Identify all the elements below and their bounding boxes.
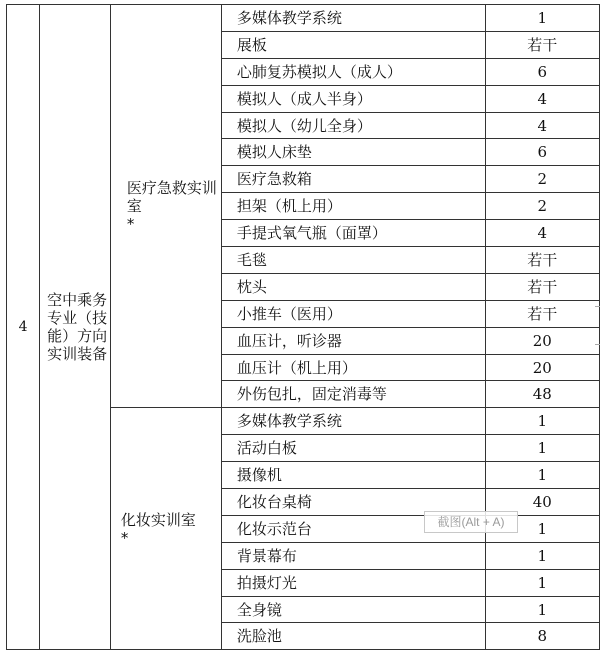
item-name-cell: 手提式氧气瓶（面罩） bbox=[221, 220, 485, 247]
edge-tick bbox=[595, 344, 600, 345]
room-mark: * bbox=[120, 528, 129, 547]
item-qty-cell: 1 bbox=[485, 462, 599, 489]
major-cell: 空中乘务专业（技能）方向实训装备 bbox=[40, 5, 111, 650]
item-name-cell: 毛毯 bbox=[221, 247, 485, 274]
edge-tick bbox=[595, 306, 600, 307]
item-name-cell: 化妆示范台 bbox=[221, 515, 485, 542]
item-qty-cell: 1 bbox=[485, 408, 599, 435]
item-qty-cell: 8 bbox=[485, 623, 599, 650]
item-qty-cell: 20 bbox=[485, 354, 599, 381]
item-name-cell: 全身镜 bbox=[221, 596, 485, 623]
item-name-cell: 模拟人床垫 bbox=[221, 139, 485, 166]
item-qty-cell: 若干 bbox=[485, 247, 599, 274]
item-qty-cell: 48 bbox=[485, 381, 599, 408]
item-qty-cell: 4 bbox=[485, 112, 599, 139]
room-name: 化妆实训室 bbox=[120, 510, 196, 529]
item-qty-cell: 6 bbox=[485, 139, 599, 166]
item-qty-cell: 1 bbox=[485, 569, 599, 596]
item-name-cell: 摄像机 bbox=[221, 462, 485, 489]
item-name-cell: 担架（机上用） bbox=[221, 193, 485, 220]
item-name-cell: 模拟人（幼儿全身） bbox=[221, 112, 485, 139]
item-qty-cell: 4 bbox=[485, 85, 599, 112]
item-qty-cell: 2 bbox=[485, 193, 599, 220]
item-name-cell: 外伤包扎，固定消毒等 bbox=[221, 381, 485, 408]
item-name-cell: 枕头 bbox=[221, 273, 485, 300]
item-name-cell: 化妆台桌椅 bbox=[221, 489, 485, 516]
item-qty-cell: 4 bbox=[485, 220, 599, 247]
equipment-table bbox=[6, 4, 600, 650]
item-name-cell: 模拟人（成人半身） bbox=[221, 85, 485, 112]
item-name-cell: 小推车（医用） bbox=[221, 300, 485, 327]
item-qty-cell: 20 bbox=[485, 327, 599, 354]
screenshot-tooltip: 截图(Alt + A) bbox=[424, 511, 518, 533]
item-qty-cell: 1 bbox=[485, 5, 599, 32]
item-name-cell: 心肺复苏模拟人（成人） bbox=[221, 58, 485, 85]
item-qty-cell: 1 bbox=[485, 435, 599, 462]
room-cell bbox=[110, 5, 221, 408]
item-qty-cell: 若干 bbox=[485, 300, 599, 327]
item-name-cell: 多媒体教学系统 bbox=[221, 408, 485, 435]
item-qty-cell: 1 bbox=[485, 596, 599, 623]
item-name-cell: 展板 bbox=[221, 31, 485, 58]
equipment-table-body bbox=[7, 5, 600, 650]
item-name-cell: 洗脸池 bbox=[221, 623, 485, 650]
item-name-cell: 血压计（机上用） bbox=[221, 354, 485, 381]
item-qty-cell: 1 bbox=[485, 515, 599, 542]
room-mark: * bbox=[126, 215, 135, 234]
item-name-cell: 医疗急救箱 bbox=[221, 166, 485, 193]
item-name-cell: 活动白板 bbox=[221, 435, 485, 462]
item-qty-cell: 若干 bbox=[485, 31, 599, 58]
item-qty-cell: 2 bbox=[485, 166, 599, 193]
table-row bbox=[7, 5, 600, 32]
room-cell bbox=[110, 408, 221, 650]
item-qty-cell: 若干 bbox=[485, 273, 599, 300]
item-qty-cell: 40 bbox=[485, 489, 599, 516]
item-name-cell: 多媒体教学系统 bbox=[221, 5, 485, 32]
item-name-cell: 拍摄灯光 bbox=[221, 569, 485, 596]
item-qty-cell: 6 bbox=[485, 58, 599, 85]
row-number-cell: 4 bbox=[7, 5, 40, 650]
room-name: 医疗急救实训室 bbox=[126, 179, 217, 216]
item-name-cell: 血压计，听诊器 bbox=[221, 327, 485, 354]
item-name-cell: 背景幕布 bbox=[221, 542, 485, 569]
item-qty-cell: 1 bbox=[485, 542, 599, 569]
